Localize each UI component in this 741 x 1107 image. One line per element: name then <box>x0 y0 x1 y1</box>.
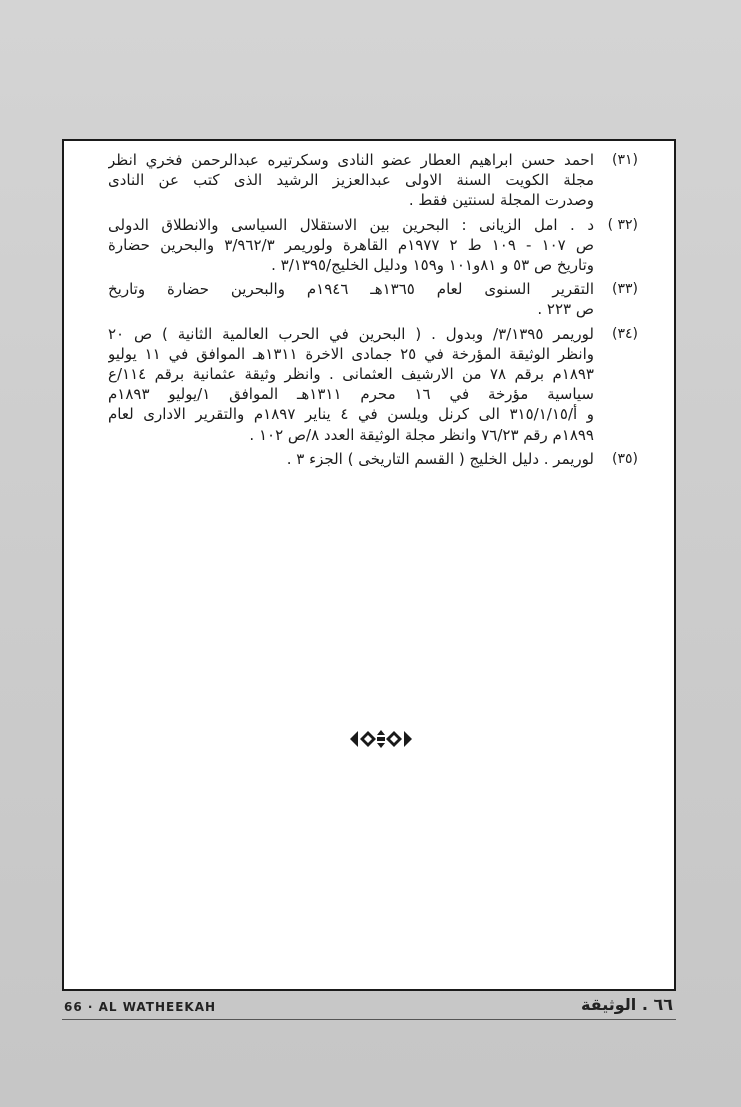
footnote-line: ص ٢٢٣ . <box>537 300 594 319</box>
footnote-number: (٣٤) <box>612 325 638 342</box>
footnote-line: مجلة الكويت السنة الاولى عبدالعزيز الرشيد الذى كتب عن النادى <box>108 171 594 190</box>
footer-rule <box>62 1019 676 1020</box>
footnote-line: التقرير السنوى لعام ١٣٦٥هـ ١٩٤٦م والبحرين حضارة وتاريخ <box>108 280 594 299</box>
footnote-line: لوريمر ٣/١٣٩٥/ وبدول . ( البحرين في الحرب العالمية الثانية ) ص ٢٠ <box>108 324 594 343</box>
footnote-32 <box>108 215 638 276</box>
page-folio-latin: 66 · AL WATHEEKAH <box>64 1000 217 1014</box>
page-folio-arabic: ٦٦ . الوثيقة <box>580 995 673 1014</box>
footnote-number: (٣١) <box>612 152 638 168</box>
footnote-number: (٣٢ ) <box>607 216 638 233</box>
footnote-line: ١٨٩٣م برقم ٧٨ من الارشيف العثمانى . وانظر وثيقة عثمانية برقم ١١٤/ع <box>108 365 594 384</box>
footnote-35 <box>108 449 638 469</box>
footnote-line: ١٨٩٩م رقم ٧٦/٢٣ وانظر مجلة الوثيقة العدد ٨/ص ١٠٢ . <box>249 425 594 444</box>
footnote-text <box>108 324 594 445</box>
footnote-number: (٣٥) <box>612 450 638 467</box>
footnote-line: د . امل الزيانى : البحرين بين الاستقلال السياسى والانطلاق الدولى <box>108 215 594 234</box>
decorative-knot-ornament-icon <box>350 728 412 750</box>
footnote-34 <box>108 324 638 445</box>
footnote-line: ص ١٠٧ - ١٠٩ ط ٢ ١٩٧٧م القاهرة ولوريمر ٣/٩٦٢/٣ والبحرين حضارة <box>108 235 594 254</box>
footnote-number: (٣٣) <box>612 281 638 298</box>
footnote-line: وصدرت المجلة لسنتين فقط . <box>408 191 594 210</box>
footnote-line: سياسية مؤرخة في ١٦ محرم ١٣١١هـ الموافق ١/يوليو ١٨٩٣م <box>108 385 594 404</box>
footnote-text <box>108 215 594 276</box>
footnote-line: احمد حسن ابراهيم العطار عضو النادى وسكرتيره عبدالرحمن فخري انظر <box>108 151 594 169</box>
footnotes-list <box>108 150 638 473</box>
footnote-line: لوريمر . دليل الخليج ( القسم التاريخى ) الجزء ٣ . <box>286 449 594 468</box>
footnote-text <box>108 150 594 211</box>
footnote-33 <box>108 279 638 319</box>
footnote-31 <box>108 150 638 211</box>
footnote-text <box>108 449 594 469</box>
footnote-line: و أ/٣١٥/١/١٥ الى كرنل ويلسن في ٤ يناير ١٨٩٧م والتقرير الادارى لعام <box>108 405 594 424</box>
footnote-line: وتاريخ ص ٥٣ و ٨١و١٠١ و١٥٩ ودليل الخليج/٣/١٣٩٥ . <box>271 256 594 275</box>
footnote-text <box>108 279 594 319</box>
footnote-line: وانظر الوثيقة المؤرخة في ٢٥ جمادى الاخرة ١٣١١هـ الموافق في ١١ يوليو <box>108 344 594 363</box>
